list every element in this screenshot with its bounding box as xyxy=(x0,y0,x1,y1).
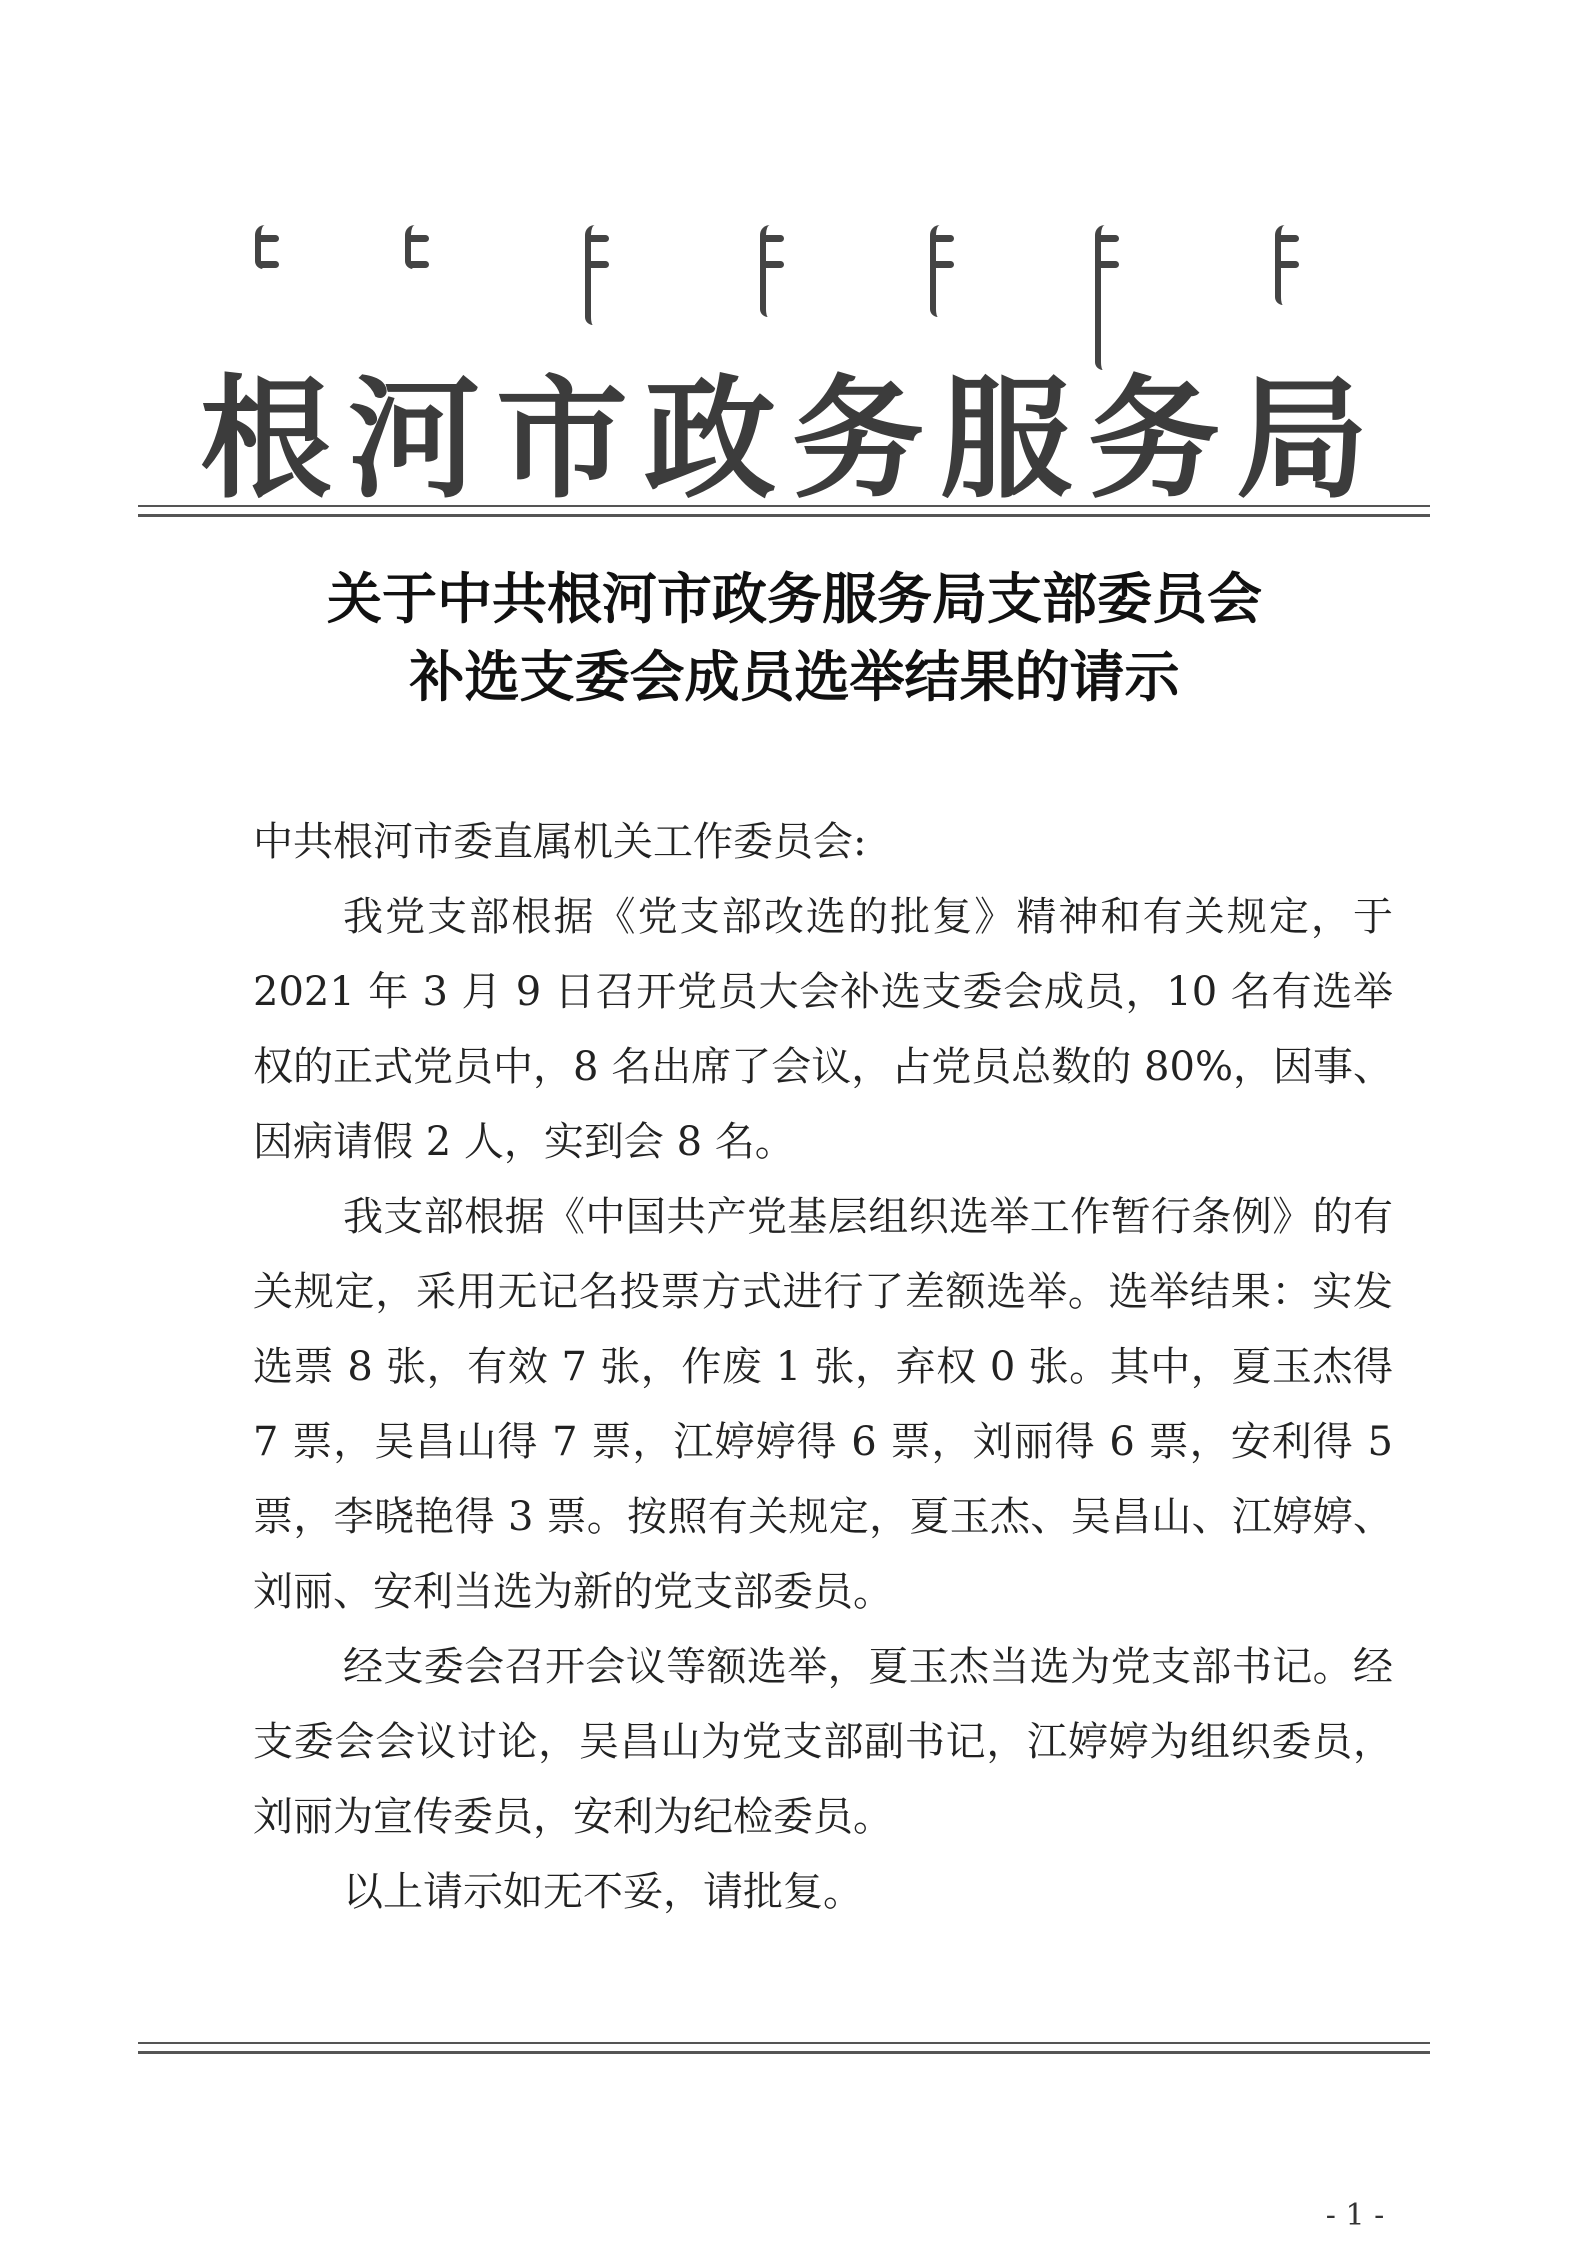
org-name-header: 根河市政务服务局 xyxy=(200,363,1384,517)
document-title xyxy=(200,560,1389,716)
footer-divider xyxy=(138,2042,1430,2054)
paragraph-3: 经支委会召开会议等额选举，夏玉杰当选为党支部书记。经支委会会议讨论，吴昌山为党支部副书记，江婷婷为组织委员，刘丽为宣传委员，安利为纪检委员。 xyxy=(253,1644,1393,1840)
salutation: 中共根河市委直属机关工作委员会: xyxy=(253,819,867,865)
title-line-1: 关于中共根河市政务服务局支部委员会 xyxy=(326,566,1262,631)
paragraph-2: 我支部根据《中国共产党基层组织选举工作暂行条例》的有关规定，采用无记名投票方式进行了差额选举。选举结果：实发选票 8 张，有效 7 张，作废 1 张，弃权 0 张。其中，夏玉杰得 7 票，吴昌山得 7 票，江婷婷得 6 票，刘丽得 6 票，安利得 5 票，李晓艳得 3 票。按照有关规定，夏玉杰、吴昌山、江婷婷、刘丽、安利当选为新的党支部委员。 xyxy=(253,1194,1393,1615)
page-number: - 1 - xyxy=(1325,2198,1385,2233)
title-line-2: 补选支委会成员选举结果的请示 xyxy=(409,644,1180,709)
document-body xyxy=(253,805,1393,1930)
closing-line: 以上请示如无不妥，请批复。 xyxy=(343,1869,863,1915)
mongolian-org-name xyxy=(235,225,1315,375)
header-divider xyxy=(138,505,1430,517)
paragraph-1: 我党支部根据《党支部改选的批复》精神和有关规定，于 2021 年 3 月 9 日召开党员大会补选支委会成员，10 名有选举权的正式党员中，8 名出席了会议，占党员总数的 80%，因事、因病请假 2 人，实到会 8 名。 xyxy=(253,894,1393,1165)
